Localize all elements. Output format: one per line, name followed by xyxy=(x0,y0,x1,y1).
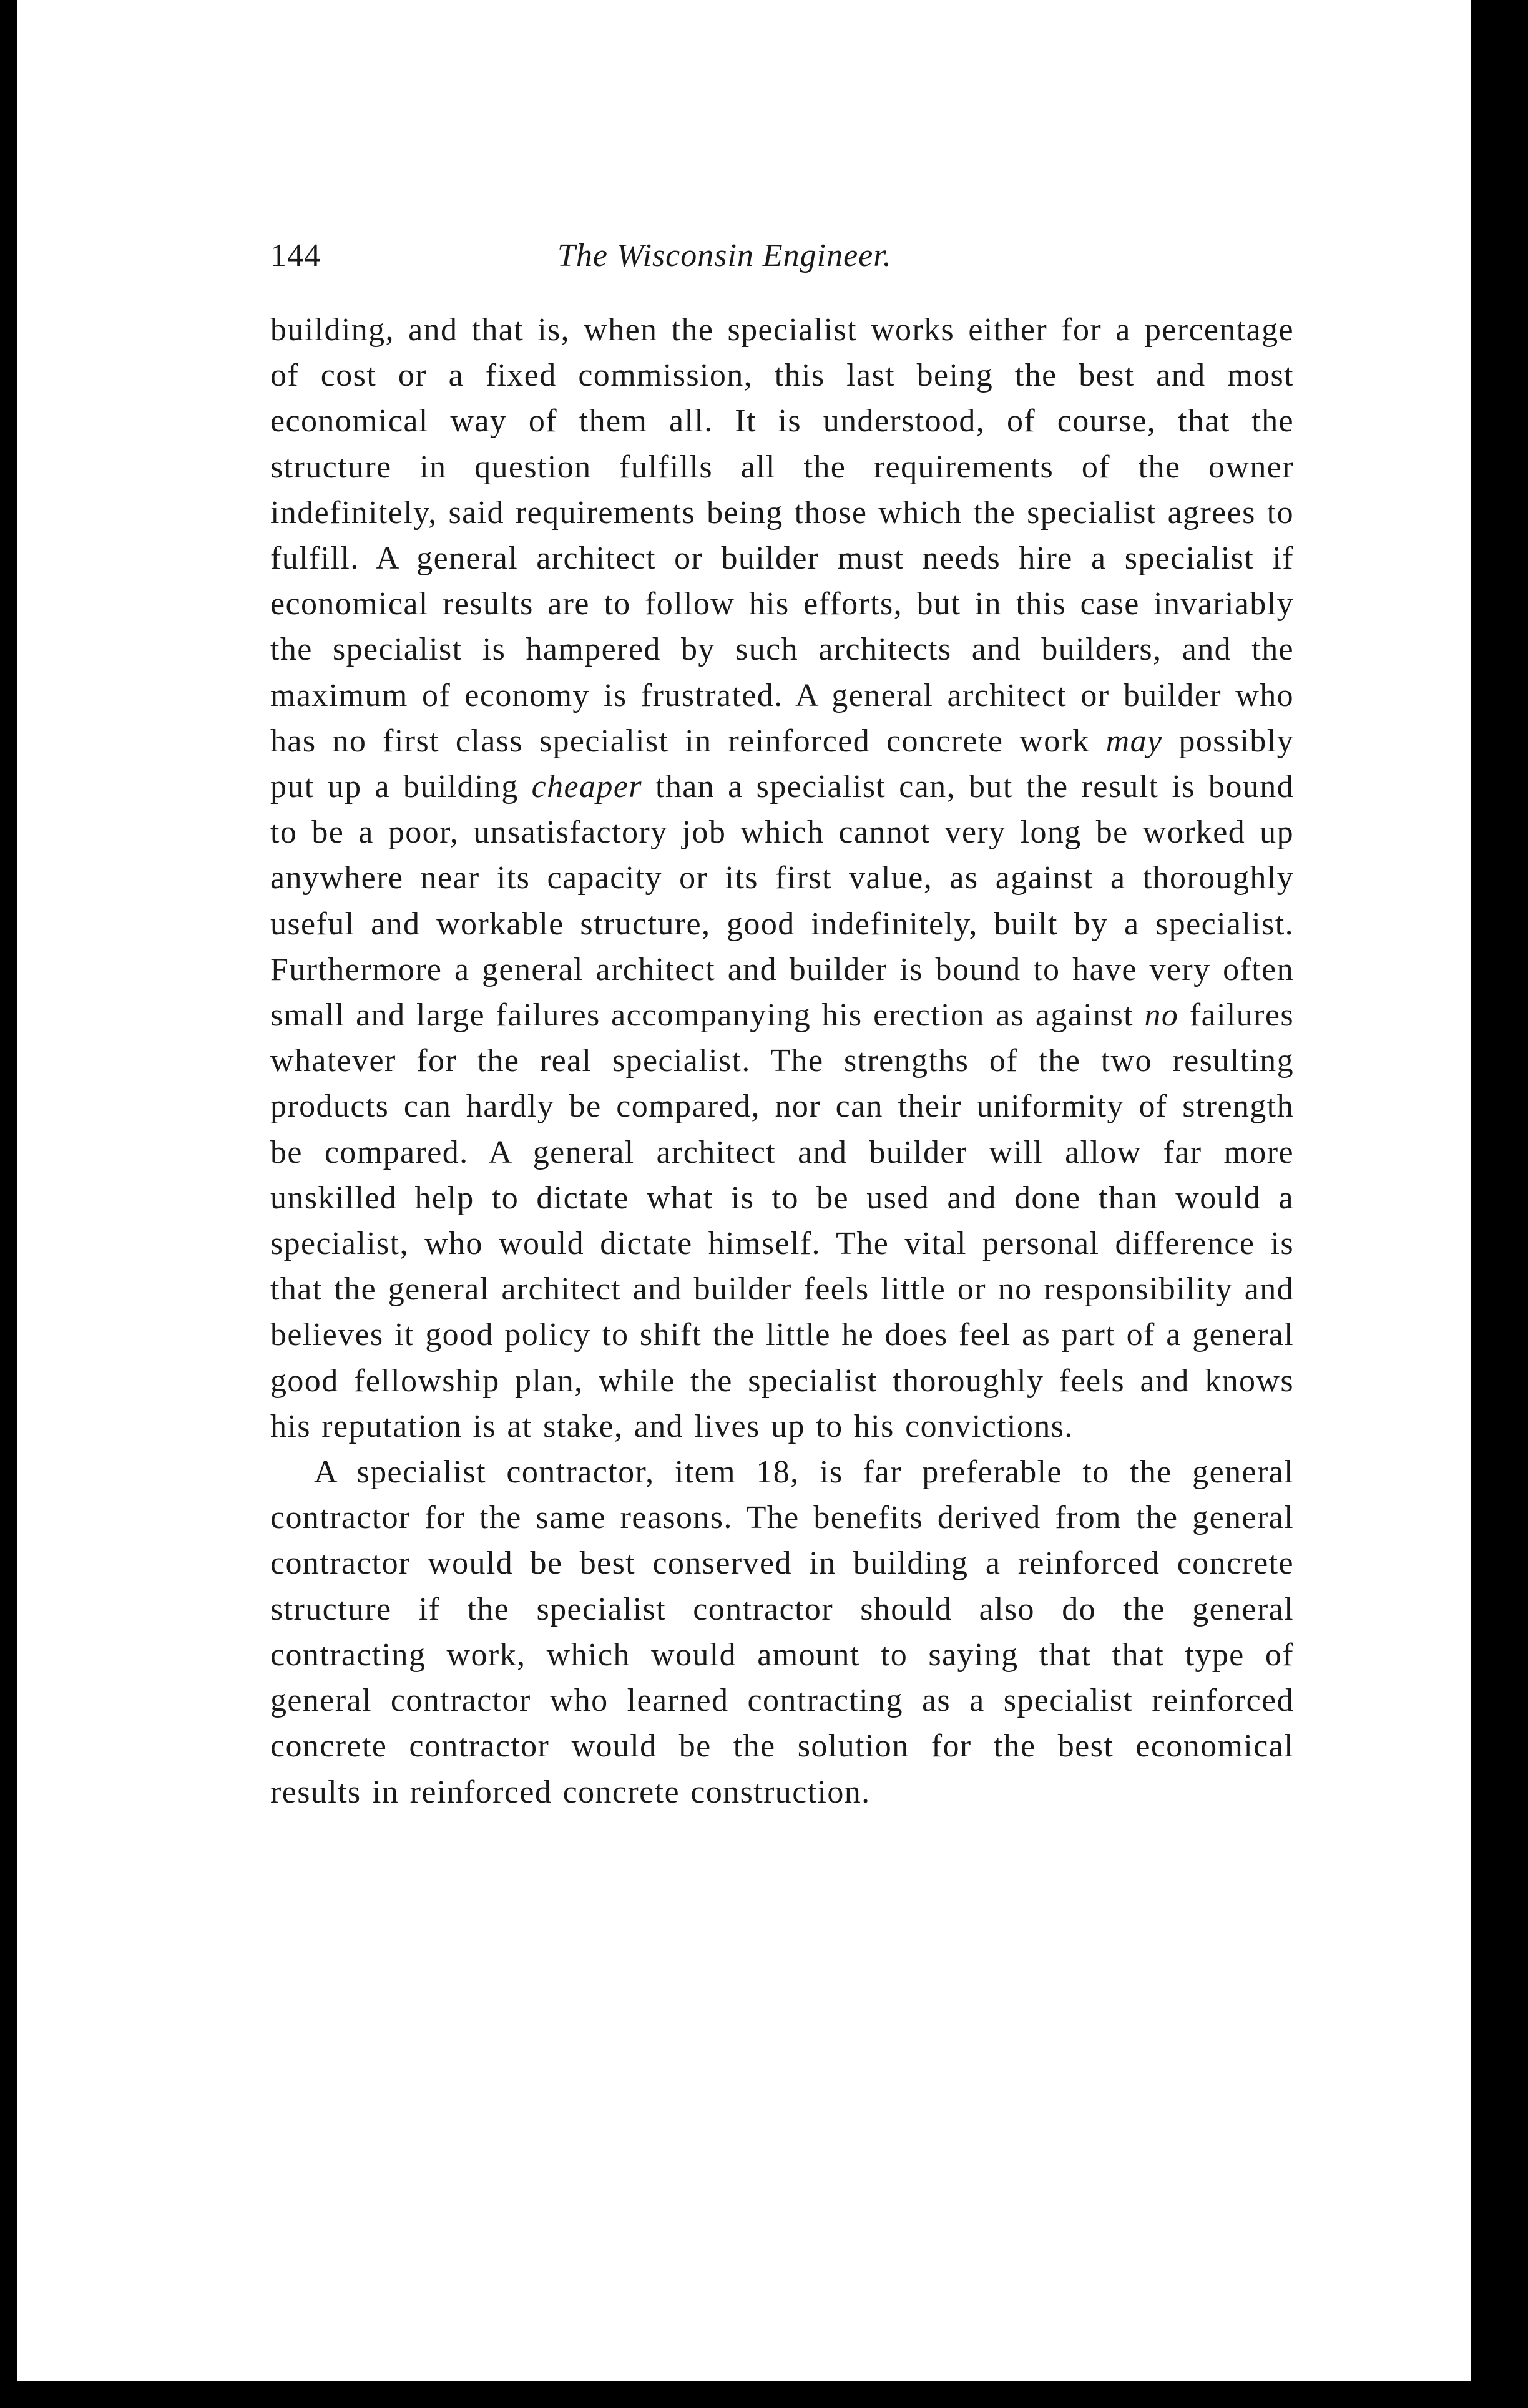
page-number: 144 xyxy=(270,238,321,273)
emphasis-cheaper: cheaper xyxy=(531,769,642,805)
running-title: The Wisconsin Engineer. xyxy=(557,238,892,273)
paragraph-2: A specialist contractor, item 18, is far preferable to the general contractor for the same reasons. The benefits derived from the general contractor would be best conserved in building a reinforced concrete structure if the specialist contractor should also do the general contracting work, which would amount to saying that that type of general contractor who learned contracting as a specialist reinforced concrete contractor would be the solution for the best economical results in reinforced concrete construction. xyxy=(270,1454,1294,1810)
emphasis-may: may xyxy=(1105,723,1163,759)
paragraph-1-text-d: failures whatever for the real specialist. The strengths of the two resulting products can hardly be compared, nor can their uniformity of strength be compared. A general architect and builder will allow far more unskilled help to dictate what is to be used and done than would a specialist, who would dictate himself. The vital personal difference is that the general architect and builder feels little or no responsibility and believes it good policy to shift the little he does feel as part of a general good fellowship plan, while the specialist thoroughly feels and knows his reputation is at stake, and lives up to his convictions. xyxy=(270,997,1294,1444)
document-page xyxy=(17,0,1471,2381)
emphasis-no: no xyxy=(1144,997,1179,1034)
paragraph-1-text-a: building, and that is, when the specialist works either for a percentage of cost or a fixed commission, this last being the best and most economical way of them all. It is understood, of course, that the structure in question fulfills all the requirements of the owner indefinitely, said requirements being those which the specialist agrees to fulfill. A general architect or builder must needs hire a specialist if economical results are to follow his efforts, but in this case invariably the specialist is hampered by such architects and builders, and the maximum of economy is frustrated. A general architect or builder who has no first class specialist in reinforced concrete work xyxy=(270,312,1294,759)
paragraph-1-text-c: than a specialist can, but the result is bound to be a poor, unsatisfactory job which cannot very long be worked up anywhere near its capacity or its first value, as against a thoroughly useful and workable structure, good indefinitely, built by a specialist. Furthermore a general architect and builder is bound to have very often small and large failures accompanying his erection as against xyxy=(270,769,1294,1034)
paragraph-1 xyxy=(270,307,1294,1449)
paragraph-1-text-b: possibly put up a building xyxy=(270,723,1294,805)
body-text xyxy=(270,307,1294,1815)
